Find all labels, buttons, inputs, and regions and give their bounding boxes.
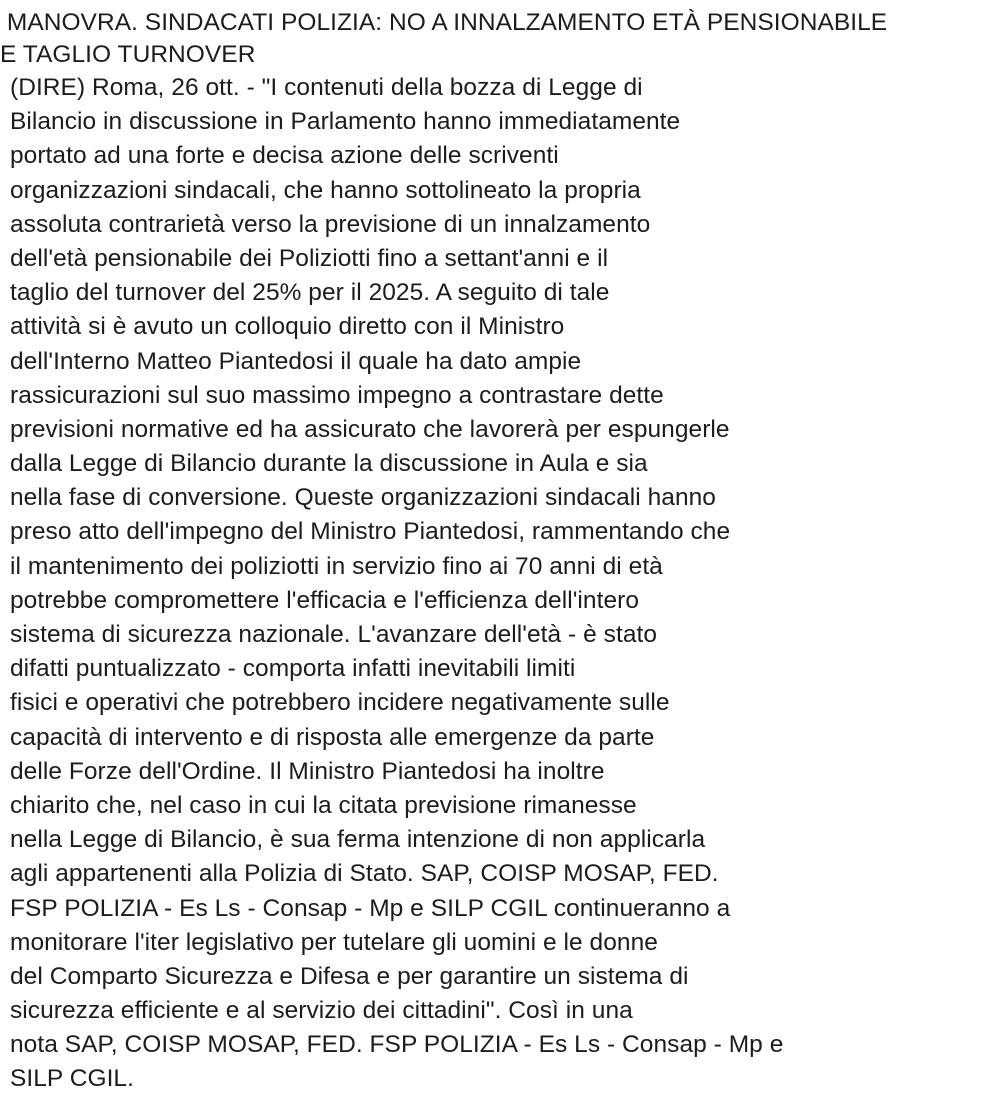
article-body-line: sicurezza efficiente e al servizio dei cittadini". Così in una <box>10 997 633 1025</box>
article-body-line: sistema di sicurezza nazionale. L'avanzare dell'età - è stato <box>10 621 658 648</box>
clipped-previous-line <box>0 0 1000 7</box>
article-body-line: portato ad una forte e decisa azione delle scriventi <box>10 142 559 170</box>
article-body-line: attività si è avuto un colloquio diretto con il Ministro <box>10 313 565 341</box>
article-body-line: delle Forze dell'Ordine. Il Ministro Piantedosi ha inoltre <box>10 757 605 785</box>
article-body-line: Bilancio in discussione in Parlamento hanno immediatamente <box>10 108 681 136</box>
article-body-line: (DIRE) Roma, 26 ott. - "I contenuti della bozza di Legge di <box>10 74 643 101</box>
article-title-line-2: E TAGLIO TURNOVER <box>0 41 256 68</box>
article-body-line: dell'Interno Matteo Piantedosi il quale ha dato ampie <box>10 347 582 375</box>
article-body-line: il mantenimento dei poliziotti in servizio fino ai 70 anni di età <box>10 552 663 580</box>
article-body-line: FSP POLIZIA - Es Ls - Consap - Mp e SILP CGIL continueranno a <box>10 894 731 922</box>
article-body-line: potrebbe compromettere l'efficacia e l'efficienza dell'intero <box>10 586 640 614</box>
article-body-line: nella Legge di Bilancio, è sua ferma intenzione di non applicarla <box>10 826 706 854</box>
article-body-line: previsioni normative ed ha assicurato che lavorerà per espungerle <box>10 415 730 443</box>
article-body-line: agli appartenenti alla Polizia di Stato. SAP, COISP MOSAP, FED. <box>10 860 719 888</box>
article-body-line: dalla Legge di Bilancio durante la discussione in Aula e sia <box>10 450 648 478</box>
article-body-line: dell'età pensionabile dei Poliziotti fino a settant'anni e il <box>10 244 609 272</box>
article-body-line: monitorare l'iter legislativo per tutelare gli uomini e le donne <box>10 928 658 956</box>
article-body-line: rassicurazioni sul suo massimo impegno a contrastare dette <box>10 381 664 409</box>
article-body-line: del Comparto Sicurezza e Difesa e per garantire un sistema di <box>10 962 689 990</box>
article-body-line: fisici e operativi che potrebbero incidere negativamente sulle <box>10 689 670 717</box>
article-body-line: SILP CGIL. <box>10 1065 134 1093</box>
article-body-line: nota SAP, COISP MOSAP, FED. FSP POLIZIA - Es Ls - Consap - Mp e <box>10 1031 784 1059</box>
article-body-line: taglio del turnover del 25% per il 2025. A seguito di tale <box>10 279 610 307</box>
article-body-line: difatti puntualizzato - comporta infatti inevitabili limiti <box>10 655 576 683</box>
article-body-line: preso atto dell'impegno del Ministro Piantedosi, rammentando che <box>10 518 731 546</box>
article-body-line: chiarito che, nel caso in cui la citata previsione rimanesse <box>10 791 637 819</box>
article-body-line: assoluta contrarietà verso la previsione di un innalzamento <box>10 210 651 238</box>
article-body-line: nella fase di conversione. Queste organizzazioni sindacali hanno <box>10 484 716 512</box>
article-body-line: capacità di intervento e di risposta alle emergenze da parte <box>10 723 655 751</box>
article-body <box>0 71 1000 1097</box>
article-title-line-1: MANOVRA. SINDACATI POLIZIA: NO A INNALZAMENTO ETÀ PENSIONABILE <box>0 9 888 36</box>
article-body-line: organizzazioni sindacali, che hanno sottolineato la propria <box>10 176 641 204</box>
